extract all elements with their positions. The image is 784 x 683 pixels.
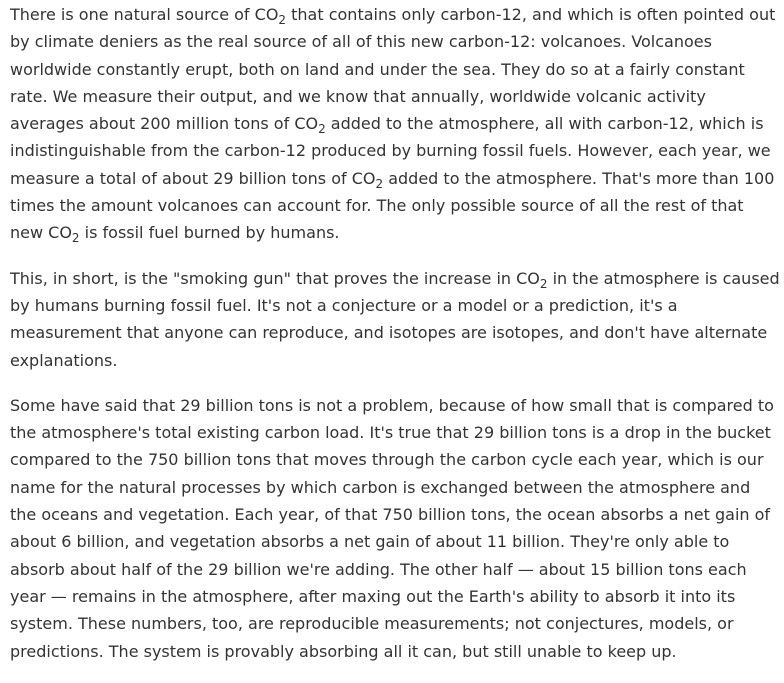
paragraph-volcanoes: There is one natural source of $CO_2$ that contains only carbon-12, and which is often pointed out by climate deniers as the real source of all of this new carbon-12: volcanoes. Volcanoes worldwide constantly erupt, both on land and under the sea. They do so at a fairly constant rate. We measure their output, and we know that annually, worldwide volcanic activity averages about 200 million tons of $CO_2$ added to the atmosphere, all with carbon-12, which is indistinguishable from the carbon-12 produced by burning fossil fuels. However, each year, we measure a total of about 29 billion tons of $CO_2$ added to the atmosphere. That's more than 100 times the amount volcanoes can account for. The only possible source of all the rest of that new $CO_2$ is fossil fuel burned by humans. (10, 5, 776, 246)
paragraph-carbon-cycle: Some have said that 29 billion tons is not a problem, because of how small that is compared to the atmosphere's total existing carbon load. It's true that 29 billion tons is a drop in the bucket compared to the 750 billion tons that moves through the carbon cycle each year, which is our name for the natural processes by which carbon is exchanged between the atmosphere and the oceans and vegetation. Each year, of that 750 billion tons, the ocean absorbs a net gain of about 6 billion, and vegetation absorbs a net gain of about 11 billion. They're only able to absorb about half of the 29 billion we're adding. The other half — about 15 billion tons each year — remains in the atmosphere, after maxing out the Earth's ability to absorb it into its system. These numbers, too, are reproducible measurements; not conjectures, models, or predictions. The system is provably absorbing all it can, but still unable to keep up. (10, 395, 774, 661)
paragraph-smoking-gun: This, in short, is the "smoking gun" that proves the increase in $CO_2$ in the atmosphere is caused by humans burning fossil fuel. It's not a conjecture or a model or a prediction, it's a measurement that anyone can reproduce, and isotopes are isotopes, and don't have alternate explanations. (10, 268, 780, 370)
article-body (10, 1, 780, 683)
